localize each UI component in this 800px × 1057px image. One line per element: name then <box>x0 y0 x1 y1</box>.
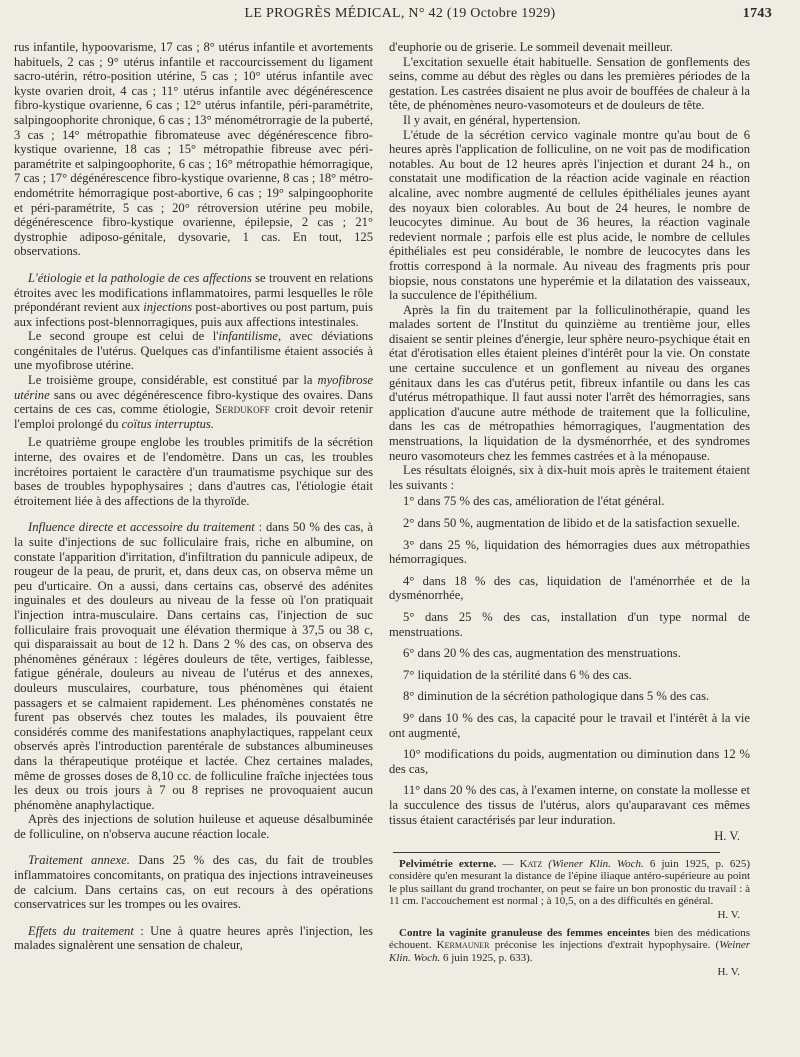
author-name: Kermauner <box>436 939 490 952</box>
list-item: 5° dans 25 % des cas, installation d'un type normal de menstruations. <box>389 609 750 639</box>
left-column <box>14 40 373 953</box>
list-item: 1° dans 75 % des cas, amélioration de l'état général. <box>403 494 665 509</box>
paragraph: d'euphorie ou de griserie. Le sommeil devenait meilleur. <box>389 40 673 54</box>
text-run: : Une à quatre heures après l'injection, les malades signalèrent une sensation de chaleur, <box>14 923 373 953</box>
italic-lead: Effets du traitement <box>28 923 134 938</box>
text-run: — <box>496 857 520 870</box>
list-item: 4° dans 18 % des cas, liquidation de l'aménorrhée et de la dysménorrhée, <box>389 573 750 603</box>
results-list <box>389 494 750 827</box>
paragraph <box>14 520 373 812</box>
text-run: 6 juin 1925, p. 625) considère qu'en mesurant la distance de l'épine iliaque antéro-supérieure au point le plus saillant du grand trochanter, on peut se faire un bon pronostic du travail : à 11 cm. l'accouchement est normal ; à 10,5, on a des difficultés en général. <box>389 857 751 907</box>
list-item: 8° diminution de la sécrétion pathologique dans 5 % des cas. <box>403 689 710 704</box>
italic-term: coïtus interruptus. <box>121 416 214 431</box>
text-run: bien des médications échouent. <box>389 926 750 952</box>
page-header <box>0 4 800 26</box>
running-title: LE PROGRÈS MÉDICAL, N° 42 (19 Octobre 1929) <box>244 6 556 21</box>
short-note-vaginitis <box>389 927 750 979</box>
list-item: 11° dans 20 % des cas, à l'examen interne, on constate la mollesse et la succulence des tissus de l'utérus, alors qu'auparavant ces mêmes tissus étaient caractérisés par leur induration. <box>389 783 750 827</box>
paragraph <box>14 329 373 373</box>
text-run: , avec déviations congénitales de l'utérus. Quelques cas d'infantilisme étaient associés à une myofibrose utérine. <box>14 329 373 373</box>
note-title: Contre la vaginite granuleuse des femmes enceintes <box>399 926 650 939</box>
author-initials: H. V. <box>717 965 740 978</box>
paragraph: Après la fin du traitement par la folliculinothérapie, quand les malades sortent de l'Institut du quinzième au trentième jour, elles disaient se sentir pleines d'énergie, leur sphère neuro-psychique était en état d'érotisation elles étaient pleines d'intérêt pour la vie. On constate une certaine succulence et un gonflement au niveau des organes génitaux dans les cas d'utérus petit, fibreux infantile ou dans les cas d'utérus métropathique. Il faut aussi noter l'arrêt des hémorragies, sans application d'aucune autre méthode de traitement que la folliculine, dans les cas de métropathies hémorragiques, l'augmentation des menstruations, la liquidation de la dysménorrhée, et des syndromes neuro vasomoteurs chez les femmes castrées et à la ménopause. <box>389 302 750 463</box>
text-run: Le second groupe est celui de l' <box>28 329 219 344</box>
text-run: croit devoir retenir l'emploi prolongé du <box>14 402 373 431</box>
text-run: : dans 50 % des cas, à la suite d'injections de suc folliculaire frais, riche en albumine, on constate l'apparition d'irritation, d'infiltration du pannicule adipeux, de rougeur de la peau, de prurit, et, dans deux cas, on observa même un peu d'urticaire. On a aussi, dans certains cas, observé des adénites inguinales et des douleurs au niveau de la fesse où l'on pratiquait l'injection intra-musculaire. Dans certains cas, l'injection de suc folliculaire frais provoquait une élévation thermique à 37,5 ou 38 c, qui disparaissait au bout de 12 h. Dans 2 % des cas, on observa des phénomènes généraux : légères douleurs de tête, vertiges, faiblesse, fatigue générale, douleurs au niveau de l'utérus et des annexes, douleurs musculaires, courbature, tous phénomènes qui étaient passagers et se calmaient rapidement. Les phénomènes constatés ne furent pas observés chez toutes les malades, ils pouvaient être considérés comme des manifestations anaphylactiques, rappelant ceux observés après l'introduction parentérale de substances albumineuses dans la thérapeutique protéique et lactée. Chez certaines malades, même de grosses doses de 8,10 cc. de folliculine fraîche injectées tous les deux ou trois jours à 7 ou 8 reprises ne provoquaient aucun phénomène anaphylactique. <box>14 520 373 812</box>
paragraph <box>14 373 373 431</box>
text-run: sans ou avec dégénérescence fibro-kystique des ovaires. Dans certains de ces cas, comme étiologie, <box>14 387 373 417</box>
note-text <box>389 927 750 964</box>
list-item: 6° dans 20 % des cas, augmentation des menstruations. <box>403 646 681 661</box>
paragraph: L'excitation sexuelle était habituelle. Sensation de gonflements des seins, comme au début des règles ou dans les premières périodes de la gestation. Les castrées disaient ne plus avoir de bouffées de chaleur à la tête, de phénomènes neuro-vasomoteurs et de douleurs de tête. <box>389 54 751 113</box>
short-note-pelvimetry <box>389 858 750 922</box>
author-initials: H. V. <box>717 909 740 922</box>
paragraph: L'étude de la sécrétion cervico vaginale montre qu'au bout de 6 heures après l'application de folliculine, on ne voit pas de modification notables. Au bout de 12 heures après l'injection et durant 24 h., on constatait une modification de la réaction acide vaginale en réaction alcaline, avec nombre augmenté de cellules épithéliales jeunes ayant des noyaux bien colorables. Au bout de 24 heures, le nombre de leucocytes diminue. Au bout de 36 heures, la réaction vaginale redevient normale ; parfois elle est plus acide, le nombre de cellules épithéliales est peu considérable, le nombre de leucocytes dans les frottis correspond à la normale. Au niveau des fragments pris pour biopsie, nous constatons une hyperémie et la dilatation des vaisseaux, la succulence de l'épithélium. <box>389 127 750 303</box>
citation: (Wiener Klin. Woch. <box>542 857 644 870</box>
paragraph: Après des injections de solution huileuse et aqueuse désalbuminée de folliculine, on n'observa aucune réaction locale. <box>14 812 373 841</box>
italic-lead: Traitement annexe. <box>28 853 130 868</box>
author-name: Serdukoff <box>215 402 270 417</box>
list-item: 10° modifications du poids, augmentation ou diminution dans 12 % des cas, <box>389 747 750 776</box>
paragraph: Il y avait, en général, hypertension. <box>403 112 581 127</box>
list-item: 2° dans 50 %, augmentation de libido et de la satisfaction sexuelle. <box>403 516 740 530</box>
citation: Weiner Klin. Woch. <box>389 939 750 964</box>
paragraph <box>14 271 373 329</box>
italic-lead: Influence directe et accessoire du traitement <box>28 520 255 535</box>
page-number: 1743 <box>742 6 772 21</box>
italic-lead: L'étiologie et la pathologie de ces affections <box>28 270 252 285</box>
right-column <box>389 40 750 978</box>
list-item: 9° dans 10 % des cas, la capacité pour le travail et l'intérêt à la vie ont augmenté, <box>389 710 750 740</box>
note-title: Pelvimétrie externe. <box>399 857 497 870</box>
paragraph <box>14 853 373 911</box>
italic-term: infantilisme <box>218 329 278 344</box>
note-text <box>389 858 750 908</box>
text-run: préconise les injections d'extrait hypophysaire. ( <box>489 939 720 952</box>
paragraph: Les résultats éloignés, six à dix-huit mois après le traitement étaient les suivants : <box>389 463 750 492</box>
list-item: 7° liquidation de la stérilité dans 6 % des cas. <box>403 667 632 682</box>
text-run: post-abortives ou post partum, puis aux infections post-blennorragiques, puis aux affections intestinales. <box>14 300 373 329</box>
text-run: Le troisième groupe, considérable, est constitué par la <box>28 373 318 388</box>
italic-term: injections <box>143 300 193 315</box>
paragraph: rus infantile, hypoovarisme, 17 cas ; 8° utérus infantile et avortements habituels, 2 cas ; 9° utérus infantile et raccourcissement du ligament sacro-utérin, rétro-position utérine, 5 cas ; 10° utérus infantile avec kyste ovarien droit, 4 cas ; 11° utérus infantile avec dégénérescence fibro-kystique ovarienne, 6 cas ; 12° utérus infantile, péri-paramétrite, salpingoophorite chronique, 6 cas ; 13° ménométrorragie de la puberté, 3 cas ; 14° métropathie fibromateuse avec dégénérescence fibro-kystique ovarienne, 18 cas ; 15° métropathie fibreuse avec péri-paramétrite et salpingoophorite, 6 cas ; 16° métropathie hémorragique, 7 cas ; 17° dégénérescence fibro-kystique ovarienne, 8 cas ; 18° métro-endométrite hémorragique post-abortive, 6 cas ; 19° salpingoophorite et péri-paramétrite, 5 cas ; 20° rétroversion utérine peu mobile, dégénérescence fibro-kystique ovarienne, épilepsie, 2 cas ; 21° dystrophie adiposo-génitale, dysovarie, 1 cas. En tout, 125 observations. <box>14 40 373 259</box>
italic-term: myofibrose utérine <box>14 373 373 402</box>
text-run: 6 juin 1925, p. 633). <box>440 951 533 964</box>
author-name: Katz <box>519 857 543 870</box>
paragraph <box>14 924 373 953</box>
text-run: se trouvent en relations étroites avec les modifications inflammatoires, parmi lesquelles le rôle prépondérant revient aux <box>14 270 373 315</box>
section-divider <box>393 852 720 853</box>
author-initials: H. V. <box>714 829 740 844</box>
text-run: Dans 25 % des cas, du fait de troubles inflammatoires concomitants, on pratiqua des injections intraveineuses de calcium. Dans certains cas, on eut recours à des opérations conservatrices sur les trompes ou les ovaires. <box>14 853 374 912</box>
list-item: 3° dans 25 %, liquidation des hémorragies dues aux métropathies hémorragiques. <box>389 537 750 567</box>
paragraph: Le quatrième groupe englobe les troubles primitifs de la sécrétion interne, des ovaires et de l'endomètre. Dans un cas, les troubles incrétoires portaient le caractère d'un traumatisme psychique sur des bases de troubles hypophysaires ; dans d'autres cas, l'étiologie était étroitement liée à des affections de la thyroïde. <box>14 435 373 508</box>
